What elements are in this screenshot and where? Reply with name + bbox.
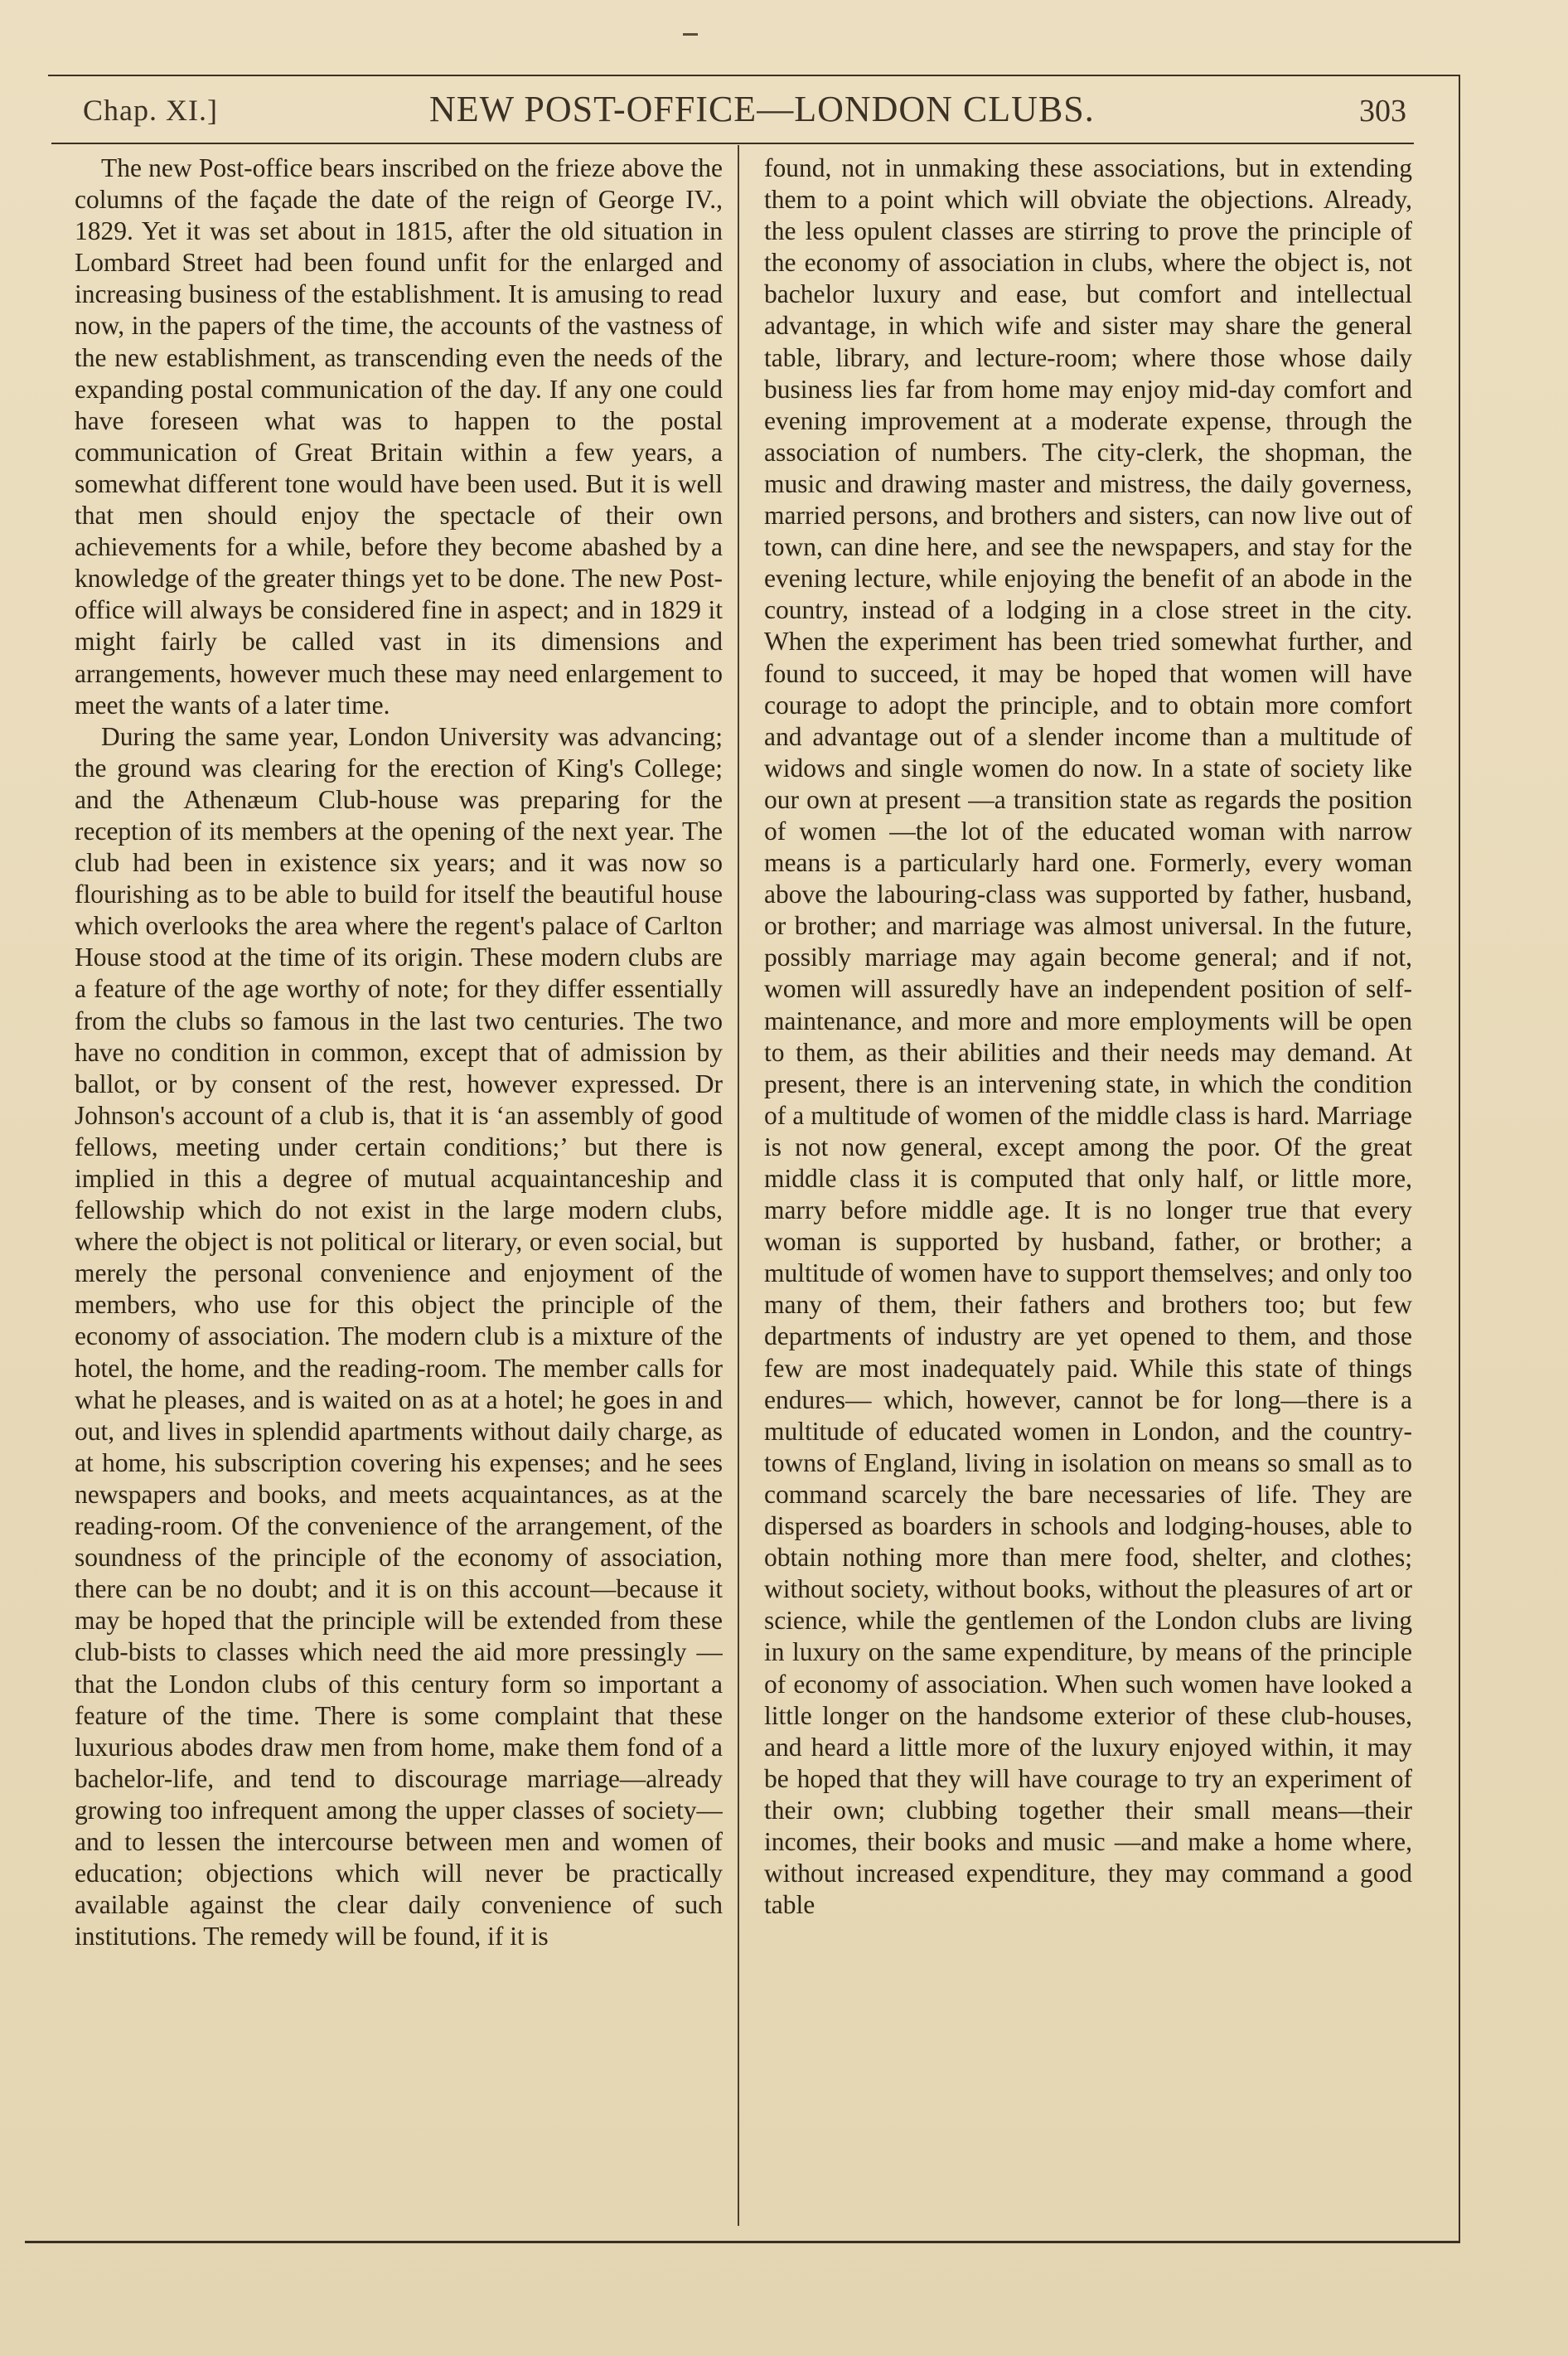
column-divider	[738, 145, 739, 2226]
header-rule	[51, 143, 1414, 144]
paragraph: found, not in unmaking these associations, but in extending them to a point which will obviate the objections. Already, the less opulent classes are stirring to prove the principle of the economy of association in clubs, where the object is, not bachelor luxury and ease, but comfort and intellectual advantage, in which wife and sister may share the general table, library, and lecture-room; where those whose daily business lies far from home may enjoy mid-day comfort and evening improvement at a moderate expense, through the association of numbers. The city-clerk, the shopman, the music and drawing master and mistress, the daily governess, married persons, and brothers and sisters, can now live out of town, can dine here, and see the newspapers, and stay for the evening lecture, while enjoying the benefit of an abode in the country, instead of a lodging in a close street in the city. When the experiment has been tried somewhat further, and found to succeed, it may be hoped that women will have courage to adopt the principle, and to obtain more comfort and advantage out of a slender income than a multitude of widows and single women do now. In a state of society like our own at present —a transition state as regards the position of women —the lot of the educated woman with narrow means is a particularly hard one. Formerly, every woman above the labouring-class was supported by father, husband, or brother; and marriage was almost universal. In the future, possibly marriage may again become general; and if not, women will assuredly have an independent position of self-maintenance, and more and more employments will be open to them, as their abilities and their needs may demand. At present, there is an intervening state, in which the condition of a multitude of women of the middle class is hard. Marriage is not now general, except among the poor. Of the great middle class it is computed that only half, or little more, marry before middle age. It is no longer true that every woman is supported by husband, father, or brother; a multitude of women have to support themselves; and only too many of them, their fathers and brothers too; but few departments of industry are yet opened to them, and those few are most inadequately paid. While this state of things endures— which, however, cannot be for long—there is a multitude of educated women in London, and the country-towns of England, living in isolation on means so small as to command scarcely the bare necessaries of life. They are dispersed as boarders in schools and lodging-houses, able to obtain nothing more than mere food, shelter, and clothes; without society, without books, without the pleasures of art or science, while the gentlemen of the London clubs are living in luxury on the same expenditure, by means of the principle of economy of association. When such women have looked a little longer on the handsome exterior of these club-houses, and heard a little more of the luxury enjoyed within, it may be hoped that they will have courage to try an experiment of their own; clubbing together their small means—their incomes, their books and music —and make a home where, without increased expenditure, they may command a good table	[764, 153, 1412, 1920]
top-mark	[683, 33, 698, 36]
page-frame-top-rule	[48, 75, 1460, 76]
running-header	[0, 88, 1568, 138]
paragraph: The new Post-office bears inscribed on the frieze above the columns of the façade the date of the reign of George IV., 1829. Yet it was set about in 1815, after the old situation in Lombard Street had been found unfit for the enlarged and increasing business of the establishment. It is amusing to read now, in the papers of the time, the accounts of the vastness of the new establishment, as transcending even the needs of the expanding postal communication of the day. If any one could have foreseen what was to happen to the postal communication of Great Britain within a few years, a somewhat different tone would have been used. But it is well that men should enjoy the spectacle of their own achievements for a while, before they become abashed by a knowledge of the greater things yet to be done. The new Post-office will always be considered fine in aspect; and in 1829 it might fairly be called vast in its dimensions and arrangements, however much these may need enlargement to meet the wants of a later time.	[75, 153, 723, 720]
chapter-label: Chap. XI.]	[83, 94, 218, 127]
left-column	[75, 153, 723, 2217]
page-number: 303	[1359, 94, 1406, 128]
page-frame-bottom-rule	[25, 2241, 1460, 2243]
paragraph: During the same year, London University was advancing; the ground was clearing for the erection of King's College; and the Athenæum Club-house was preparing for the reception of its members at the opening of the next year. The club had been in existence six years; and it was now so flourishing as to be able to build for itself the beautiful house which overlooks the area where the regent's palace of Carlton House stood at the time of its origin. These modern clubs are a feature of the age worthy of note; for they differ essentially from the clubs so famous in the last two centuries. The two have no condition in common, except that of admission by ballot, or by consent of the rest, however expressed. Dr Johnson's account of a club is, that it is ‘an assembly of good fellows, meeting under certain conditions;’ but there is implied in this a degree of mutual acquaintanceship and fellowship which do not exist in the large modern clubs, where the object is not political or literary, or even social, but merely the personal convenience and enjoyment of the members, who use for this object the principle of the economy of association. The modern club is a mixture of the hotel, the home, and the reading-room. The member calls for what he pleases, and is waited on as at a hotel; he goes in and out, and lives in splendid apartments without daily charge, as at home, his subscription covering his expenses; and he sees newspapers and books, and meets acquaintances, as at the reading-room. Of the convenience of the arrangement, of the soundness of the principle of the economy of association, there can be no doubt; and it is on this account—because it may be hoped that the principle will be extended from these club-bists to classes which need the aid more pressingly —that the London clubs of this century form so important a feature of the time. There is some complaint that these luxurious abodes draw men from home, make them fond of a bachelor-life, and tend to discourage marriage—already growing too infrequent among the upper classes of society—and to lessen the intercourse between men and women of education; objections which will never be practically available against the clear daily convenience of such institutions. The remedy will be found, if it is	[75, 721, 723, 1951]
running-title: NEW POST-OFFICE—LONDON CLUBS.	[429, 89, 1095, 129]
right-column	[764, 153, 1412, 2217]
page-frame-right-rule	[1459, 75, 1460, 2242]
